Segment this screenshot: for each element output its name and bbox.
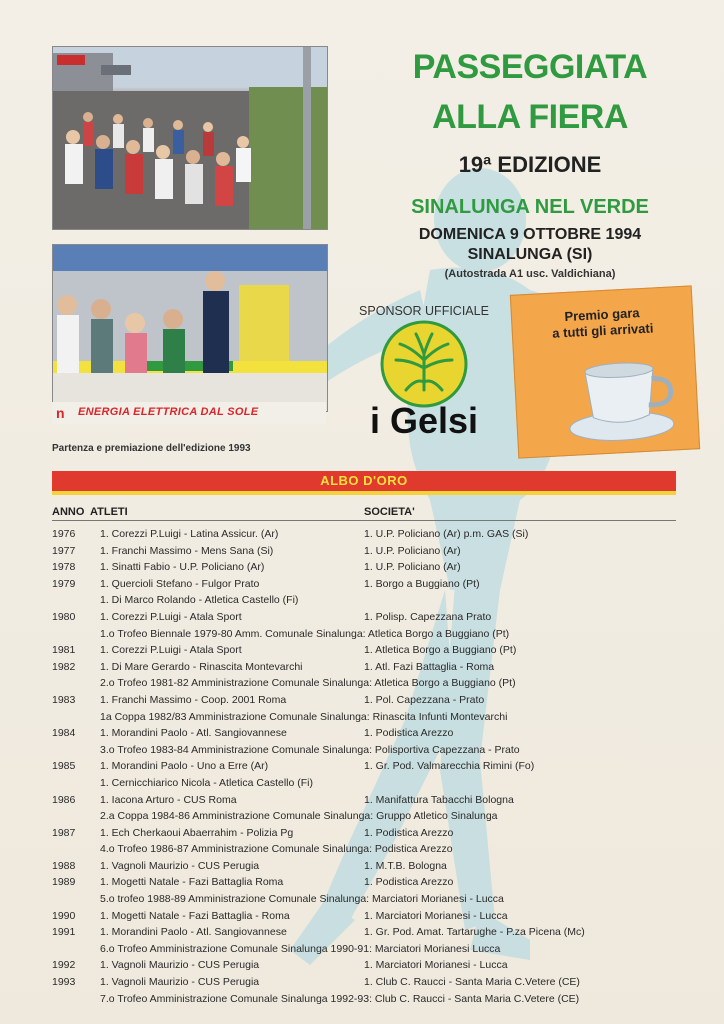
- row-society: 1. Podistica Arezzo: [364, 727, 454, 740]
- event-town: SINALUNGA (SI): [467, 246, 593, 263]
- table-row: [52, 727, 676, 744]
- row-athlete: 1. Morandini Paolo - Atl. Sangiovannese: [100, 926, 287, 939]
- row-year: 1987: [52, 826, 76, 839]
- event-subtitle: SINALUNGA NEL VERDE: [411, 196, 649, 218]
- albo-doro-underline: [52, 491, 676, 495]
- race-start-image: [53, 47, 327, 229]
- table-row: [52, 976, 676, 993]
- row-society: 1. Marciatori Morianesi - Lucca: [364, 959, 508, 972]
- table-row: [52, 545, 676, 562]
- table-row: [52, 794, 676, 811]
- row-trophy: 2.o Trofeo 1981-82 Amministrazione Comunale Sinalunga: Atletica Borgo a Buggiano (Pt): [100, 677, 516, 690]
- column-header-year: ANNO: [52, 506, 85, 518]
- row-trophy: 1a Coppa 1982/83 Amministrazione Comunale Sinalunga: Rinascita Infunti Montevarchi: [100, 710, 508, 723]
- winners-table: [52, 528, 676, 1009]
- table-row: [52, 843, 676, 860]
- table-row: [52, 594, 676, 611]
- sponsor-label: SPONSOR UFFICIALE: [359, 304, 489, 318]
- header-divider: [52, 520, 676, 521]
- row-society: 1. Club C. Raucci - Santa Maria C.Vetere (CE): [364, 976, 580, 989]
- table-row: [52, 943, 676, 960]
- row-year: 1982: [52, 660, 76, 673]
- row-athlete: 1. Di Marco Rolando - Atletica Castello (Fi): [100, 594, 299, 607]
- highway-directions: (Autostrada A1 usc. Valdichiana): [444, 268, 616, 280]
- row-year: 1991: [52, 926, 76, 939]
- row-year: 1980: [52, 610, 76, 623]
- row-year: 1984: [52, 727, 76, 740]
- table-row: [52, 760, 676, 777]
- table-row: [52, 628, 676, 645]
- row-society: 1. Borgo a Buggiano (Pt): [364, 577, 480, 590]
- albo-doro-title: ALBO D'ORO: [320, 473, 408, 488]
- table-row: [52, 528, 676, 545]
- row-year: 1988: [52, 859, 76, 872]
- row-athlete: 1. Franchi Massimo - Coop. 2001 Roma: [100, 693, 287, 706]
- row-athlete: 1. Morandini Paolo - Uno a Erre (Ar): [100, 760, 269, 773]
- prize-box: [510, 285, 700, 458]
- row-year: 1989: [52, 876, 76, 889]
- row-society: 1. Pol. Capezzana - Prato: [364, 693, 485, 706]
- table-row: [52, 860, 676, 877]
- column-header-society: SOCIETA': [364, 506, 415, 518]
- row-athlete: 1. Ech Cherkaoui Abaerrahim - Polizia Pg: [100, 826, 294, 839]
- row-society: 1. Manifattura Tabacchi Bologna: [364, 793, 514, 806]
- coffee-cup-icon: [560, 343, 685, 449]
- table-row: [52, 694, 676, 711]
- row-society: 1. M.T.B. Bologna: [364, 859, 447, 872]
- row-society: 1. Atl. Fazi Battaglia - Roma: [364, 660, 495, 673]
- row-athlete: 1. Vagnoli Maurizio - CUS Perugia: [100, 976, 260, 989]
- table-row: [52, 910, 676, 927]
- table-row: [52, 959, 676, 976]
- banner-text: ENERGIA ELETTRICA DAL SOLE: [78, 406, 259, 418]
- row-athlete: 1. Vagnoli Maurizio - CUS Perugia: [100, 859, 260, 872]
- table-row: [52, 810, 676, 827]
- row-year: 1993: [52, 976, 76, 989]
- row-trophy: 6.o Trofeo Amministrazione Comunale Sinalunga 1990-91: Marciatori Morianesi Lucca: [100, 942, 501, 955]
- albo-doro-bar: [52, 471, 676, 491]
- table-row: [52, 777, 676, 794]
- row-athlete: 1. Corezzi P.Luigi - Atala Sport: [100, 644, 242, 657]
- table-row: [52, 827, 676, 844]
- table-row: [52, 611, 676, 628]
- row-trophy: 2.a Coppa 1984-86 Amministrazione Comunale Sinalunga: Gruppo Atletico Sinalunga: [100, 810, 498, 823]
- photo-banner-strip: [52, 402, 326, 424]
- event-date: DOMENICA 9 OTTOBRE 1994: [418, 226, 642, 243]
- table-row: [52, 561, 676, 578]
- table-row: [52, 677, 676, 694]
- row-year: 1978: [52, 561, 76, 574]
- banner-logo: n: [56, 405, 65, 421]
- photo-caption: Partenza e premiazione dell'edizione 1993: [52, 443, 251, 454]
- table-row: [52, 578, 676, 595]
- row-society: 1. Podistica Arezzo: [364, 876, 454, 889]
- table-row: [52, 711, 676, 728]
- title-line-2: ALLA FIERA: [432, 98, 628, 136]
- sponsor-name: i Gelsi: [369, 400, 479, 441]
- edition-label: 19ª EDIZIONE: [458, 152, 602, 177]
- row-society: 1. Podistica Arezzo: [364, 826, 454, 839]
- row-athlete: 1. Sinatti Fabio - U.P. Policiano (Ar): [100, 561, 265, 574]
- table-row: [52, 993, 676, 1010]
- row-society: 1. U.P. Policiano (Ar): [364, 561, 461, 574]
- table-row: [52, 926, 676, 943]
- row-year: 1979: [52, 577, 76, 590]
- row-society: 1. Gr. Pod. Valmarecchia Rimini (Fo): [364, 760, 535, 773]
- row-athlete: 1. Franchi Massimo - Mens Sana (Si): [100, 544, 274, 557]
- title-line-1: PASSEGGIATA: [412, 48, 648, 86]
- row-trophy: 1.o Trofeo Biennale 1979-80 Amm. Comunale Sinalunga: Atletica Borgo a Buggiano (Pt): [100, 627, 510, 640]
- race-start-photo: [52, 46, 328, 230]
- row-society: 1. Gr. Pod. Amat. Tartarughe - P.za Picena (Mc): [364, 926, 585, 939]
- row-athlete: 1. Quercioli Stefano - Fulgor Prato: [100, 577, 260, 590]
- row-society: 1. Atletica Borgo a Buggiano (Pt): [364, 644, 517, 657]
- row-athlete: 1. Mogetti Natale - Fazi Battaglia - Roma: [100, 909, 290, 922]
- row-trophy: 5.o trofeo 1988-89 Amministrazione Comunale Sinalunga: Marciatori Morianesi - Lucca: [100, 893, 504, 906]
- row-trophy: 4.o Trofeo 1986-87 Amministrazione Comunale Sinalunga: Podistica Arezzo: [100, 843, 453, 856]
- row-year: 1992: [52, 959, 76, 972]
- row-athlete: 1. Corezzi P.Luigi - Latina Assicur. (Ar): [100, 528, 279, 540]
- row-year: 1977: [52, 544, 76, 557]
- row-athlete: 1. Di Mare Gerardo - Rinascita Montevarchi: [100, 660, 303, 673]
- column-header-athletes: ATLETI: [90, 506, 128, 518]
- row-society: 1. U.P. Policiano (Ar): [364, 544, 461, 557]
- row-year: 1990: [52, 909, 76, 922]
- row-athlete: 1. Corezzi P.Luigi - Atala Sport: [100, 610, 242, 623]
- row-year: 1983: [52, 693, 76, 706]
- row-athlete: 1. Morandini Paolo - Atl. Sangiovannese: [100, 727, 287, 740]
- prize-text-line-2: a tutti gli arrivati: [551, 320, 654, 341]
- row-athlete: 1. Mogetti Natale - Fazi Battaglia Roma: [100, 876, 284, 889]
- row-year: 1986: [52, 793, 76, 806]
- row-society: 1. Marciatori Morianesi - Lucca: [364, 909, 508, 922]
- row-year: 1976: [52, 528, 76, 540]
- prize-text-line-1: Premio gara: [564, 305, 640, 325]
- row-society: 1. Polisp. Capezzana Prato: [364, 610, 492, 623]
- row-trophy: 3.o Trofeo 1983-84 Amministrazione Comunale Sinalunga: Polisportiva Capezzana - Prato: [100, 743, 520, 756]
- row-year: 1981: [52, 644, 76, 657]
- table-row: [52, 893, 676, 910]
- awards-ceremony-photo: [52, 244, 328, 412]
- row-athlete: 1. Vagnoli Maurizio - CUS Perugia: [100, 959, 260, 972]
- sponsor-tree-logo: [380, 320, 468, 408]
- table-row: [52, 644, 676, 661]
- awards-ceremony-image: [53, 245, 327, 411]
- row-athlete: 1. Cernicchiarico Nicola - Atletica Castello (Fi): [100, 776, 313, 789]
- row-athlete: 1. Iacona Arturo - CUS Roma: [100, 793, 237, 806]
- table-row: [52, 661, 676, 678]
- table-row: [52, 744, 676, 761]
- row-trophy: 7.o Trofeo Amministrazione Comunale Sinalunga 1992-93: Club C. Raucci - Santa Maria C.Vetere (CE): [100, 992, 580, 1005]
- row-year: 1985: [52, 760, 76, 773]
- row-society: 1. U.P. Policiano (Ar) p.m. GAS (Si): [364, 528, 529, 540]
- table-row: [52, 876, 676, 893]
